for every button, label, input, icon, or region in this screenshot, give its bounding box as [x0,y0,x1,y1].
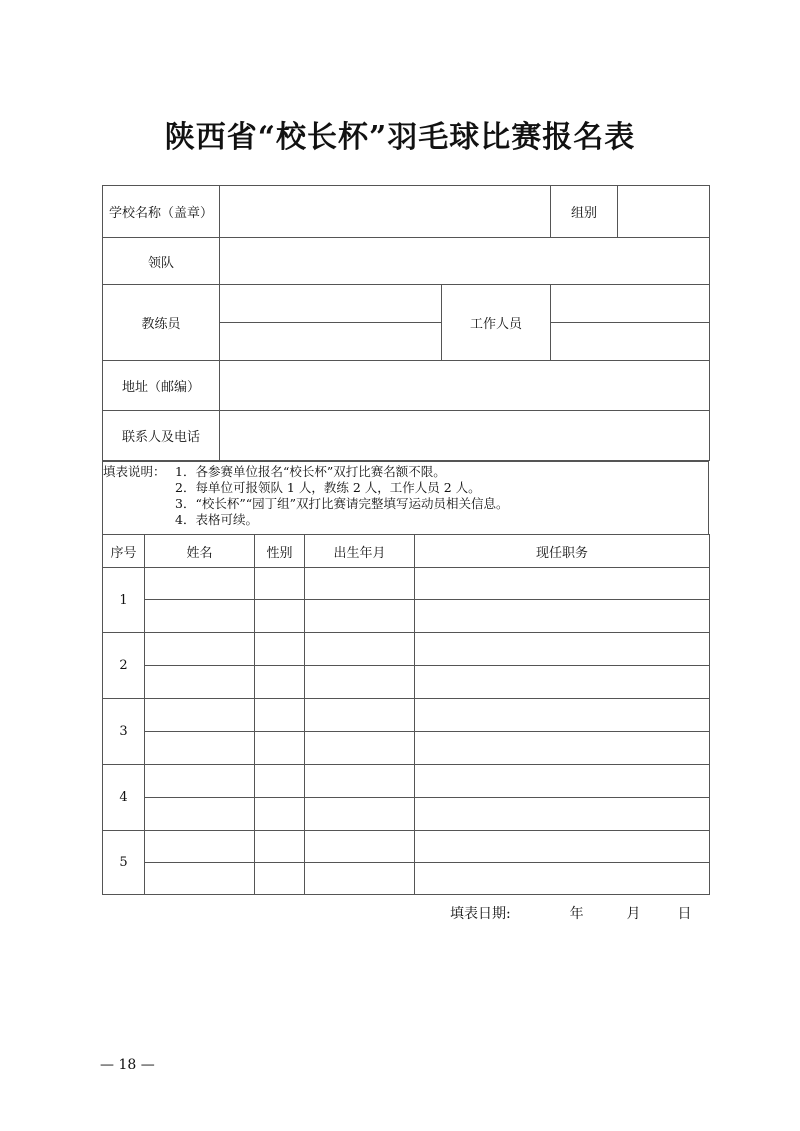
day-label: 日 [677,906,692,922]
gender-cell[interactable] [255,863,305,895]
position-cell[interactable] [415,831,710,863]
name-cell[interactable] [145,600,255,633]
position-cell[interactable] [415,633,710,666]
name-cell[interactable] [145,732,255,765]
name-cell[interactable] [145,765,255,798]
page-number: — 18 — [100,1057,155,1073]
instructions-prefix: 填表说明： [103,464,166,479]
month-label: 月 [626,906,641,922]
gender-cell[interactable] [255,666,305,699]
staff-label: 工作人员 [442,285,551,361]
coach-field-2[interactable] [220,323,442,361]
instruction-item: 2．每单位可报领队 1 人，教练 2 人，工作人员 2 人。 [175,480,481,495]
gender-cell[interactable] [255,568,305,600]
roster-table [102,534,710,895]
page-title: 陕西省“校长杯”羽毛球比赛报名表 [164,120,636,155]
gender-cell[interactable] [255,765,305,798]
birth-cell[interactable] [305,666,415,699]
position-cell[interactable] [415,863,710,895]
coach-field-1[interactable] [220,285,442,323]
name-cell[interactable] [145,798,255,831]
birth-cell[interactable] [305,699,415,732]
row-number: 5 [103,831,145,895]
birth-cell[interactable] [305,633,415,666]
gender-cell[interactable] [255,633,305,666]
leader-field[interactable] [220,238,710,285]
contact-label: 联系人及电话 [103,411,220,461]
gender-cell[interactable] [255,798,305,831]
gender-cell[interactable] [255,699,305,732]
name-cell[interactable] [145,633,255,666]
year-label: 年 [569,906,584,922]
position-cell[interactable] [415,798,710,831]
position-cell[interactable] [415,666,710,699]
instruction-item: 4．表格可续。 [175,512,258,527]
birth-cell[interactable] [305,600,415,633]
header-birth-date: 出生年月 [305,535,415,568]
header-name: 姓名 [145,535,255,568]
row-number: 3 [103,699,145,765]
name-cell[interactable] [145,699,255,732]
leader-label: 领队 [103,238,220,285]
name-cell[interactable] [145,863,255,895]
staff-field-2[interactable] [551,323,710,361]
address-field[interactable] [220,361,710,411]
school-name-label: 学校名称（盖章） [103,186,220,238]
name-cell[interactable] [145,831,255,863]
instructions-cell [103,462,709,535]
position-cell[interactable] [415,765,710,798]
contact-field[interactable] [220,411,710,461]
instructions-table [102,461,709,535]
instruction-item: 1．各参赛单位报名“校长杯”双打比赛名额不限。 [175,464,446,479]
name-cell[interactable] [145,666,255,699]
group-field[interactable] [618,186,710,238]
fill-date-label: 填表日期: [450,906,511,922]
name-cell[interactable] [145,568,255,600]
birth-cell[interactable] [305,765,415,798]
staff-field-1[interactable] [551,285,710,323]
position-cell[interactable] [415,568,710,600]
row-number: 4 [103,765,145,831]
position-cell[interactable] [415,600,710,633]
gender-cell[interactable] [255,732,305,765]
coach-label: 教练员 [103,285,220,361]
school-name-field[interactable] [220,186,551,238]
address-label: 地址（邮编） [103,361,220,411]
group-label: 组别 [551,186,618,238]
fill-date-line [450,903,691,923]
instruction-item: 3．“校长杯”“园丁组”双打比赛请完整填写运动员相关信息。 [175,496,509,511]
row-number: 2 [103,633,145,699]
position-cell[interactable] [415,699,710,732]
header-position: 现任职务 [415,535,710,568]
birth-cell[interactable] [305,831,415,863]
birth-cell[interactable] [305,732,415,765]
header-serial: 序号 [103,535,145,568]
registration-info-table [102,185,710,461]
birth-cell[interactable] [305,863,415,895]
position-cell[interactable] [415,732,710,765]
row-number: 1 [103,568,145,633]
header-gender: 性别 [255,535,305,568]
gender-cell[interactable] [255,600,305,633]
gender-cell[interactable] [255,831,305,863]
birth-cell[interactable] [305,568,415,600]
birth-cell[interactable] [305,798,415,831]
